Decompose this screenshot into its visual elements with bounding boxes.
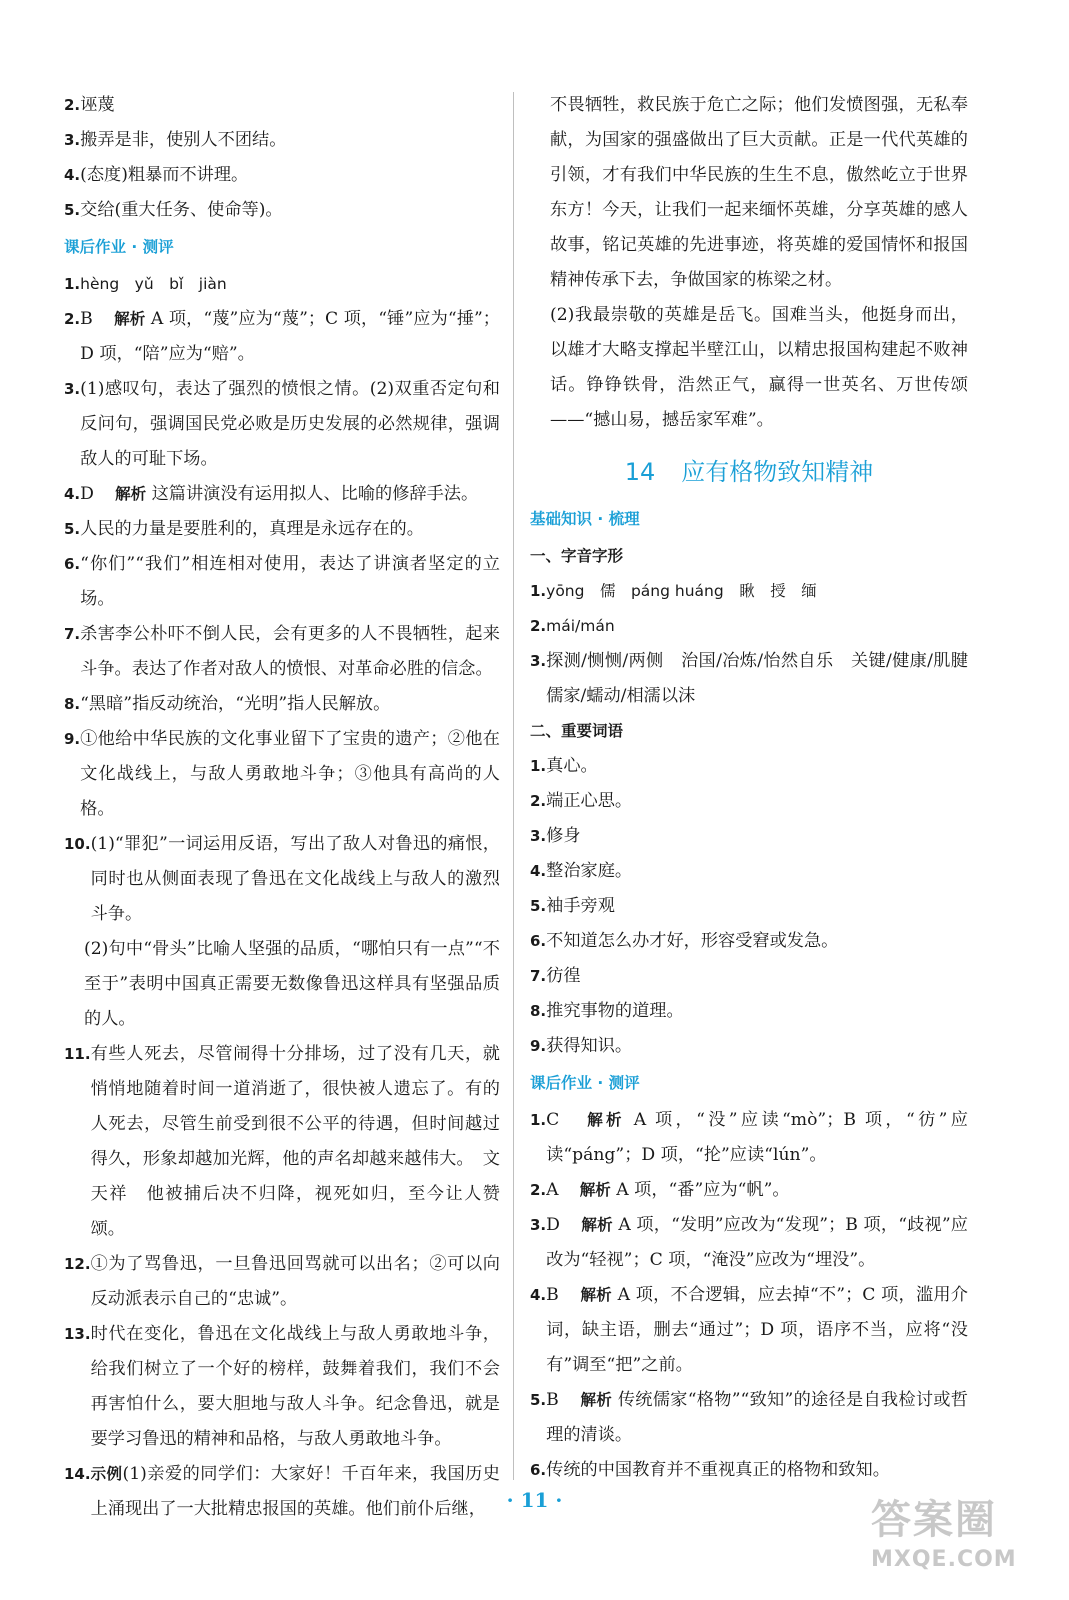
answer-item xyxy=(64,1247,500,1317)
item-number: 2. xyxy=(64,96,81,114)
answer-item xyxy=(530,819,968,854)
watermark-text: 答案圈 xyxy=(871,1497,997,1543)
answer-item xyxy=(64,827,500,932)
item-number: 8. xyxy=(530,1002,547,1020)
column-divider xyxy=(513,92,514,1480)
item-body xyxy=(546,1208,968,1278)
lesson-number: 14 xyxy=(624,458,656,486)
answer-choice: A xyxy=(546,1180,559,1200)
watermark-logo xyxy=(871,1494,1021,1586)
example-label: 示例 xyxy=(90,1465,123,1483)
item-body xyxy=(80,158,500,193)
item-text: 不知道怎么办才好，形容受窘或发急。 xyxy=(546,931,839,951)
item-number: 5. xyxy=(530,897,547,915)
answer-item xyxy=(530,1029,968,1064)
item-body xyxy=(80,267,500,302)
answer-item xyxy=(64,123,500,158)
subsection-heading: 一、字音字形 xyxy=(530,547,624,565)
item-number: 13. xyxy=(64,1325,91,1343)
item-body xyxy=(80,477,500,512)
item-body xyxy=(546,854,968,889)
item-body xyxy=(91,1037,500,1247)
subsection-heading: 二、重要词语 xyxy=(530,722,624,740)
item-body xyxy=(80,687,500,722)
item-text: 真心。 xyxy=(546,756,598,776)
item-number: 3. xyxy=(530,652,547,670)
answer-item xyxy=(530,1208,968,1278)
answer-item xyxy=(530,644,986,714)
item-body xyxy=(546,609,968,644)
item-number: 7. xyxy=(530,967,547,985)
answer-item xyxy=(530,889,968,924)
answer-item xyxy=(530,749,968,784)
watermark-url: MXQE.COM xyxy=(871,1547,1017,1572)
item-text: 袖手旁观 xyxy=(546,896,615,916)
item-body xyxy=(546,644,986,714)
item-number: 4. xyxy=(64,485,81,503)
item-body xyxy=(546,1278,968,1383)
item-body xyxy=(80,512,500,547)
item-number: 1. xyxy=(530,757,547,775)
item-body xyxy=(546,1453,968,1488)
lesson-title xyxy=(530,452,968,492)
item-text: 搬弄是非，使别人不团结。 xyxy=(80,130,287,150)
item-text: 这篇讲演没有运用拟人、比喻的修辞手法。 xyxy=(151,484,479,504)
item-body xyxy=(546,994,968,1029)
analysis-label: 解析 xyxy=(580,1286,612,1304)
answer-item xyxy=(530,1453,968,1488)
item-number: 9. xyxy=(64,730,81,748)
item-text: 整治家庭。 xyxy=(546,861,633,881)
item-number: 8. xyxy=(64,695,81,713)
item-text: mái/mán xyxy=(546,617,615,635)
item-text: A 项，“没”应读“mò”；B 项，“彷”应读“páng”；D 项，“抡”应读“lún”。 xyxy=(546,1110,968,1165)
item-body xyxy=(546,889,968,924)
section-heading: 课后作业 · 测评 xyxy=(530,1074,640,1092)
item-text: 有些人死去，尽管闹得十分排场，过了没有几天，就悄悄地随着时间一道消逝了，很快被人遗忘了。有的人死去，尽管生前受到很不公平的待遇，但时间越过得久，形象却越加光辉，他的声名却越来越伟大。 文天祥 他被捕后决不归降，视死如归，至今让人赞颂。 xyxy=(90,1044,500,1239)
answer-item xyxy=(530,1383,968,1453)
item-body xyxy=(546,1103,968,1173)
answer-item xyxy=(64,617,500,687)
item-text: 时代在变化，鲁迅在文化战线上与敌人勇敢地斗争，给我们树立了一个好的榜样，鼓舞着我们，我们不会再害怕什么，要大胆地与敌人斗争。纪念鲁迅，就是要学习鲁迅的精神和品格，与敌人勇敢地斗争。 xyxy=(90,1324,500,1449)
item-number: 4. xyxy=(530,1286,547,1304)
item-text: A 项，“番”应为“帆”。 xyxy=(616,1180,790,1200)
item-number: 7. xyxy=(64,625,81,643)
item-body xyxy=(546,924,968,959)
item-body xyxy=(80,547,500,617)
analysis-label: 解析 xyxy=(114,310,146,328)
item-body xyxy=(546,749,968,784)
answer-item xyxy=(64,158,500,193)
item-number: 4. xyxy=(530,862,547,880)
item-body xyxy=(546,819,968,854)
item-number: 1. xyxy=(64,275,81,293)
item-number: 5. xyxy=(530,1391,547,1409)
item-body xyxy=(80,302,500,372)
item-text: “黑暗”指反动统治，“光明”指人民解放。 xyxy=(80,694,391,714)
item-number: 6. xyxy=(530,1461,547,1479)
item-text: A 项，“蔑”应为“蔑”；C 项，“锤”应为“捶”；D 项，“陪”应为“赔”。 xyxy=(80,309,500,364)
item-text: 推究事物的道理。 xyxy=(546,1001,684,1021)
item-body xyxy=(80,88,500,123)
item-number: 11. xyxy=(64,1045,91,1063)
answer-item xyxy=(530,994,968,1029)
lesson-name: 应有格物致知精神 xyxy=(681,458,874,486)
answer-item xyxy=(530,959,968,994)
item-body xyxy=(80,123,500,158)
right-column xyxy=(530,88,986,1488)
item-text: (1)感叹句，表达了强烈的愤恨之情。(2)双重否定句和反问句，强调国民党必败是历史发展的必然规律，强调敌人的可耻下场。 xyxy=(80,379,500,469)
answer-item xyxy=(64,1037,500,1247)
item-number: 5. xyxy=(64,201,81,219)
item-text: (1)“罪犯”一词运用反语，写出了敌人对鲁迅的痛恨，同时也从侧面表现了鲁迅在文化战线上与敌人的激烈斗争。 xyxy=(90,834,500,924)
analysis-label: 解析 xyxy=(580,1391,613,1409)
item-text: 端正心思。 xyxy=(546,791,633,811)
answer-choice: C xyxy=(546,1110,560,1130)
item-number: 12. xyxy=(64,1255,91,1273)
item-body xyxy=(546,1173,968,1208)
item-text: A 项，“发明”应改为“发现”；B 项，“歧视”应改为“轻视”；C 项，“淹没”应改为“埋没”。 xyxy=(546,1215,968,1270)
answer-item xyxy=(530,784,968,819)
answer-choice: B xyxy=(546,1285,559,1305)
item-text: 诬蔑 xyxy=(80,95,115,115)
item-text: ①他给中华民族的文化事业留下了宝贵的遗产；②他在文化战线上，与敌人勇敢地斗争；③他具有高尚的人格。 xyxy=(80,729,500,819)
item-text: 传统儒家“格物”“致知”的途径是自我检讨或哲理的清谈。 xyxy=(546,1390,968,1445)
item-text: A 项，不合逻辑，应去掉“不”；C 项，滥用介词，缺主语，删去“通过”；D 项，语序不当，应将“没有”调至“把”之前。 xyxy=(546,1285,968,1375)
answer-item xyxy=(64,193,500,228)
answer-item xyxy=(530,924,968,959)
answer-item xyxy=(530,854,968,889)
answer-choice: D xyxy=(546,1215,560,1235)
item-number: 9. xyxy=(530,1037,547,1055)
analysis-label: 解析 xyxy=(115,485,147,503)
item-body xyxy=(546,1383,968,1453)
page-number: · 11 · xyxy=(506,1488,563,1512)
answer-item xyxy=(64,477,500,512)
answer-item xyxy=(530,574,968,609)
item-number: 14. xyxy=(64,1465,91,1483)
item-number: 3. xyxy=(64,131,81,149)
item-number: 3. xyxy=(64,380,81,398)
item-text: yōng 儒 páng huáng 瞅 授 缅 xyxy=(546,582,817,600)
item-number: 3. xyxy=(530,827,547,845)
answer-paragraph: (2)我最崇敬的英雄是岳飞。国难当头，他挺身而出，以雄才大略支撑起半壁江山，以精忠报国构建起不败神话。铮铮铁骨，浩然正气，赢得一世英名、万世传颂——“撼山易，撼岳家军难”。 xyxy=(550,305,968,430)
item-body xyxy=(80,372,500,477)
answer-item xyxy=(64,512,500,547)
item-body xyxy=(546,959,968,994)
answer-item xyxy=(64,687,500,722)
item-number: 3. xyxy=(530,1216,547,1234)
answer-item xyxy=(64,267,500,302)
answer-item xyxy=(64,302,500,372)
item-text: 获得知识。 xyxy=(546,1036,633,1056)
answer-item xyxy=(64,722,500,827)
answer-paragraph: 不畏牺牲，救民族于危亡之际；他们发愤图强，无私奉献，为国家的强盛做出了巨大贡献。正是一代代英雄的引领，才有我们中华民族的生生不息，傲然屹立于世界东方！今天，让我们一起来缅怀英雄，分享英雄的感人故事，铭记英雄的先进事迹，将英雄的爱国情怀和报国精神传承下去，争做国家的栋梁之材。 xyxy=(550,95,968,290)
left-column xyxy=(64,88,500,1527)
item-body xyxy=(546,784,968,819)
item-text: 修身 xyxy=(546,826,581,846)
analysis-label: 解析 xyxy=(579,1181,611,1199)
item-number: 1. xyxy=(530,1111,547,1129)
item-number: 10. xyxy=(64,835,91,853)
item-body xyxy=(80,193,500,228)
section-heading: 基础知识 · 梳理 xyxy=(530,510,640,528)
item-number: 5. xyxy=(64,520,81,538)
answer-paragraph: (2)句中“骨头”比喻人坚强的品质，“哪怕只有一点”“不至于”表明中国真正需要无数像鲁迅这样具有坚强品质的人。 xyxy=(84,939,500,1029)
answer-item xyxy=(64,372,500,477)
item-body xyxy=(546,574,968,609)
item-body xyxy=(80,617,500,687)
item-text: 人民的力量是要胜利的，真理是永远存在的。 xyxy=(80,519,424,539)
item-text: (1)亲爱的同学们：大家好！千百年来，我国历史上涌现出了一大批精忠报国的英雄。他们前仆后继， xyxy=(90,1464,500,1519)
item-number: 6. xyxy=(64,555,81,573)
item-text: 彷徨 xyxy=(546,966,581,986)
item-number: 2. xyxy=(530,792,547,810)
item-number: 1. xyxy=(530,582,547,600)
item-body xyxy=(91,1247,500,1317)
answer-item xyxy=(530,1173,968,1208)
item-number: 2. xyxy=(530,617,547,635)
item-text: 杀害李公朴吓不倒人民，会有更多的人不畏牺牲，起来斗争。表达了作者对敌人的愤恨、对革命必胜的信念。 xyxy=(80,624,500,679)
item-text: hèng yǔ bǐ jiàn xyxy=(80,275,227,293)
answer-choice: B xyxy=(80,309,93,329)
section-heading: 课后作业 · 测评 xyxy=(64,238,174,256)
item-text: 探测/恻恻/两侧 治国/冶炼/怡然自乐 关键/健康/肌腱 儒家/蠕动/相濡以沫 xyxy=(546,651,986,706)
item-number: 2. xyxy=(530,1181,547,1199)
answer-item xyxy=(64,88,500,123)
item-body xyxy=(546,1029,968,1064)
item-text: (态度)粗暴而不讲理。 xyxy=(80,165,249,185)
item-body xyxy=(80,722,500,827)
item-text: “你们”“我们”相连相对使用，表达了讲演者坚定的立场。 xyxy=(80,554,500,609)
analysis-label: 解析 xyxy=(587,1111,625,1129)
answer-choice: B xyxy=(546,1390,559,1410)
answer-item xyxy=(530,1278,968,1383)
item-text: 传统的中国教育并不重视真正的格物和致知。 xyxy=(546,1460,890,1480)
item-body xyxy=(91,1317,500,1457)
answer-item xyxy=(530,609,968,644)
answer-item xyxy=(64,1317,500,1457)
answer-item xyxy=(64,547,500,617)
analysis-label: 解析 xyxy=(581,1216,613,1234)
item-body xyxy=(91,827,500,932)
answer-choice: D xyxy=(80,484,94,504)
item-text: 交给(重大任务、使命等)。 xyxy=(80,200,283,220)
item-number: 2. xyxy=(64,310,81,328)
item-number: 4. xyxy=(64,166,81,184)
item-text: ①为了骂鲁迅，一旦鲁迅回骂就可以出名；②可以向反动派表示自己的“忠诚”。 xyxy=(90,1254,500,1309)
item-number: 6. xyxy=(530,932,547,950)
answer-item xyxy=(530,1103,968,1173)
